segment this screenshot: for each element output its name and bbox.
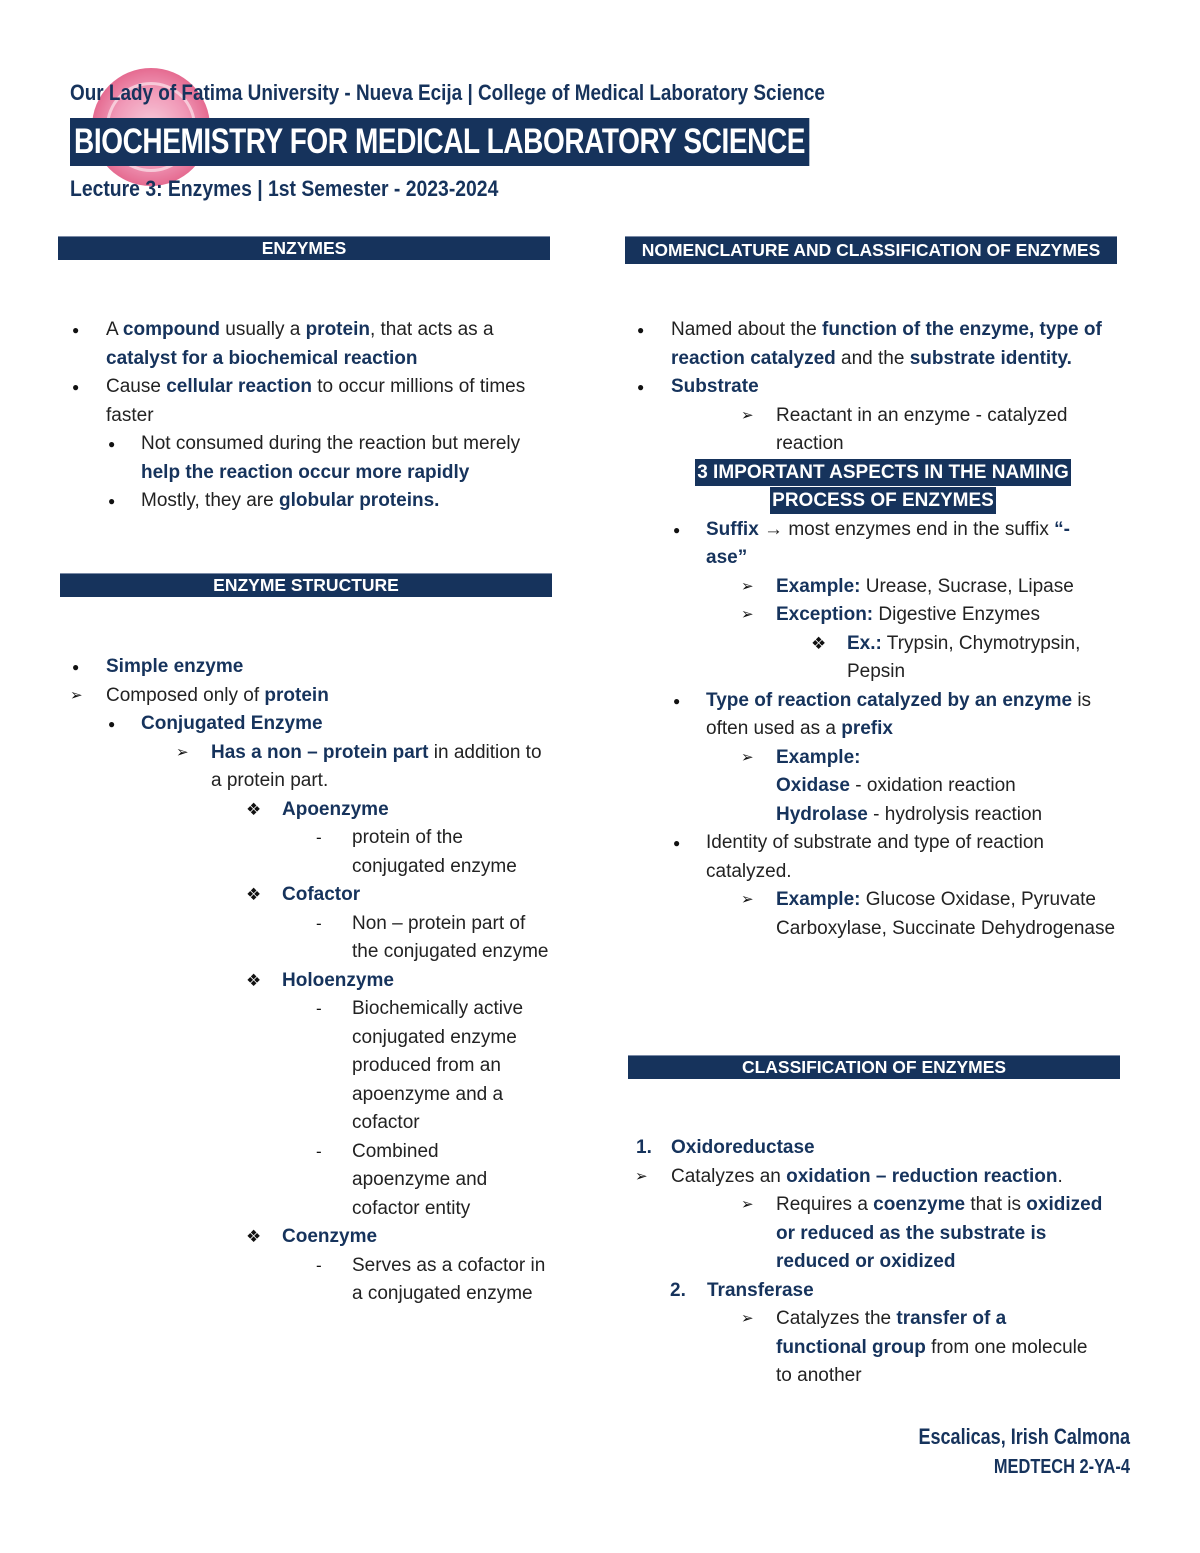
list-item: ➢ Exception: Digestive Enzymes <box>741 604 1040 625</box>
list-item: ● Simple enzyme <box>72 656 244 677</box>
list-item: ● A compound usually a protein, that acts as a catalyst for a biochemical reaction <box>72 319 494 369</box>
list-item: ● Type of reaction catalyzed by an enzyme is often used as a prefix <box>673 689 1092 739</box>
section-header-nomenclature: NOMENCLATURE AND CLASSIFICATION OF ENZYMES <box>625 236 1117 264</box>
course-title: BIOCHEMISTRY FOR MEDICAL LABORATORY SCIENCE <box>70 118 809 166</box>
university-header: Our Lady of Fatima University - Nueva Ecija | College of Medical Laboratory Science <box>70 80 825 105</box>
list-item: ➢ Composed only of protein <box>70 684 329 706</box>
enzymes-section <box>58 236 550 516</box>
list-item: ❖ Ex.: Trypsin, Chymotrypsin, Pepsin <box>811 632 1081 682</box>
list-item: ● Substrate <box>637 376 759 397</box>
list-item: ➢ Catalyzes an oxidation – reduction reaction. <box>635 1165 1063 1187</box>
list-item: ● Identity of substrate and type of reaction catalyzed. <box>673 832 1044 882</box>
list-item: - Non – protein part of the conjugated enzyme <box>316 912 549 962</box>
list-item: ● Suffix → most enzymes end in the suffix “-ase” <box>673 518 1070 568</box>
list-item: ● Mostly, they are globular proteins. <box>108 490 440 511</box>
list-item: ● Conjugated Enzyme <box>108 713 323 734</box>
list-item: ➢ Example: Glucose Oxidase, Pyruvate Carboxylase, Succinate Dehydrogenase <box>741 889 1116 939</box>
list-item: ● Cause cellular reaction to occur millions of times faster <box>72 376 526 426</box>
list-item: ❖ Cofactor <box>246 884 361 905</box>
list-item: ❖ Apoenzyme <box>246 798 389 820</box>
list-item: 1. Oxidoreductase <box>636 1137 815 1158</box>
section-header-structure: ENZYME STRUCTURE <box>60 573 552 597</box>
lecture-subtitle: Lecture 3: Enzymes | 1st Semester - 2023-2024 <box>70 176 499 201</box>
section-header-enzymes: ENZYMES <box>58 236 550 260</box>
list-item: ➢ Example: Urease, Sucrase, Lipase <box>741 575 1074 597</box>
list-item: ❖ Coenzyme <box>246 1226 378 1247</box>
nomenclature-section <box>625 236 1117 943</box>
list-item: - Biochemically active conjugated enzyme produced from an apoenzyme and a cofactor <box>316 998 524 1133</box>
aspects-heading: 3 IMPORTANT ASPECTS IN THE NAMING PROCESS OF ENZYMES <box>625 459 1097 516</box>
author-name: Escalicas, Irish Calmona <box>918 1424 1130 1449</box>
section-header-classification: CLASSIFICATION OF ENZYMES <box>628 1055 1120 1079</box>
list-item: ➢ Has a non – protein part in addition to a protein part. <box>176 741 542 791</box>
class-section: MEDTECH 2-YA-4 <box>993 1456 1130 1478</box>
classification-section <box>628 1055 1120 1391</box>
list-item: ➢ Catalyzes the transfer of a functional group from one molecule to another <box>741 1308 1088 1386</box>
list-item: ● Not consumed during the reaction but merely help the reaction occur more rapidly <box>108 433 521 483</box>
list-item: 2. Transferase <box>670 1279 814 1301</box>
list-item: - Serves as a cofactor in a conjugated enzyme <box>316 1254 546 1304</box>
enzyme-structure-section <box>60 573 552 1309</box>
list-item: ❖ Holoenzyme <box>246 969 394 991</box>
list-item: ➢ Reactant in an enzyme - catalyzed reaction <box>741 404 1068 454</box>
list-item: - protein of the conjugated enzyme <box>316 827 517 877</box>
list-item: ➢ Requires a coenzyme that is oxidized or reduced as the substrate is reduced or oxidized <box>741 1194 1103 1272</box>
list-item: - Combined apoenzyme and cofactor entity <box>316 1140 488 1219</box>
list-item: ● Named about the function of the enzyme, type of reaction catalyzed and the substrate identity. <box>637 319 1102 369</box>
list-item: ➢ Example: Oxidase - oxidation reaction Hydrolase - hydrolysis reaction <box>741 746 1043 825</box>
